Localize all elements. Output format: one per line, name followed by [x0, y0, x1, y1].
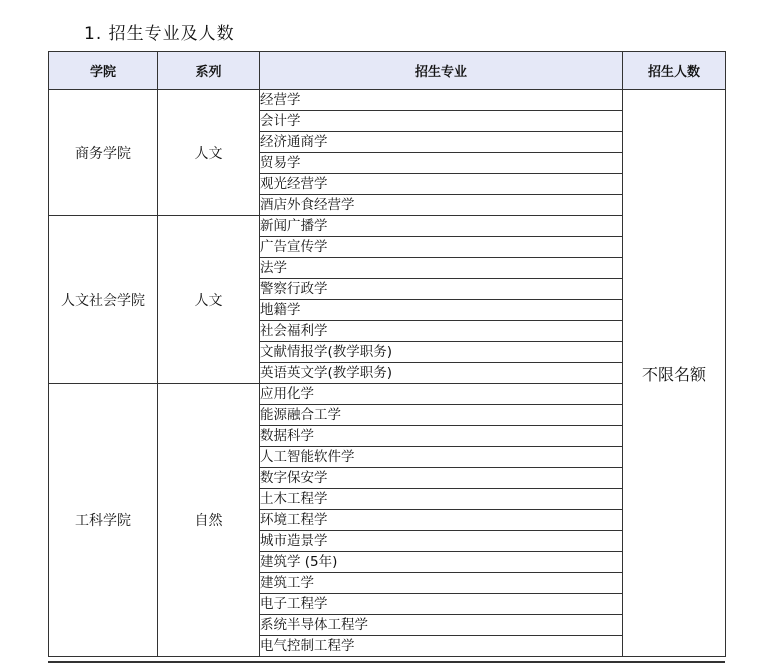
major-cell: 建筑工学 — [260, 573, 623, 594]
major-cell: 电子工程学 — [260, 594, 623, 615]
header-college: 学院 — [49, 52, 158, 90]
major-cell: 会计学 — [260, 111, 623, 132]
series-cell: 人文 — [158, 90, 260, 216]
major-cell: 环境工程学 — [260, 510, 623, 531]
major-cell: 建筑学 (5年) — [260, 552, 623, 573]
major-cell: 电气控制工程学 — [260, 636, 623, 657]
header-row — [49, 52, 726, 90]
section-title: 1. 招生专业及人数 — [84, 24, 235, 44]
quota-cell: 不限名额 — [623, 90, 726, 657]
header-major: 招生专业 — [260, 52, 623, 90]
major-cell: 广告宣传学 — [260, 237, 623, 258]
major-cell: 文献情报学(教学职务) — [260, 342, 623, 363]
major-cell: 警察行政学 — [260, 279, 623, 300]
major-cell: 城市造景学 — [260, 531, 623, 552]
major-cell: 地籍学 — [260, 300, 623, 321]
major-cell: 人工智能软件学 — [260, 447, 623, 468]
major-cell: 法学 — [260, 258, 623, 279]
major-cell: 土木工程学 — [260, 489, 623, 510]
major-cell: 能源融合工学 — [260, 405, 623, 426]
series-cell: 人文 — [158, 216, 260, 384]
major-cell: 贸易学 — [260, 153, 623, 174]
admission-table — [48, 51, 726, 657]
major-cell: 数据科学 — [260, 426, 623, 447]
college-cell: 商务学院 — [49, 90, 158, 216]
major-cell: 英语英文学(教学职务) — [260, 363, 623, 384]
college-cell: 人文社会学院 — [49, 216, 158, 384]
major-cell: 应用化学 — [260, 384, 623, 405]
major-cell: 经营学 — [260, 90, 623, 111]
header-quota: 招生人数 — [623, 52, 726, 90]
college-cell: 工科学院 — [49, 384, 158, 657]
major-cell: 数字保安学 — [260, 468, 623, 489]
major-cell: 酒店外食经营学 — [260, 195, 623, 216]
major-cell: 观光经营学 — [260, 174, 623, 195]
major-cell: 经济通商学 — [260, 132, 623, 153]
header-series: 系列 — [158, 52, 260, 90]
table-body — [49, 90, 726, 657]
major-cell: 系统半导体工程学 — [260, 615, 623, 636]
series-cell: 自然 — [158, 384, 260, 657]
table-row — [49, 90, 726, 111]
major-cell: 新闻广播学 — [260, 216, 623, 237]
major-cell: 社会福利学 — [260, 321, 623, 342]
